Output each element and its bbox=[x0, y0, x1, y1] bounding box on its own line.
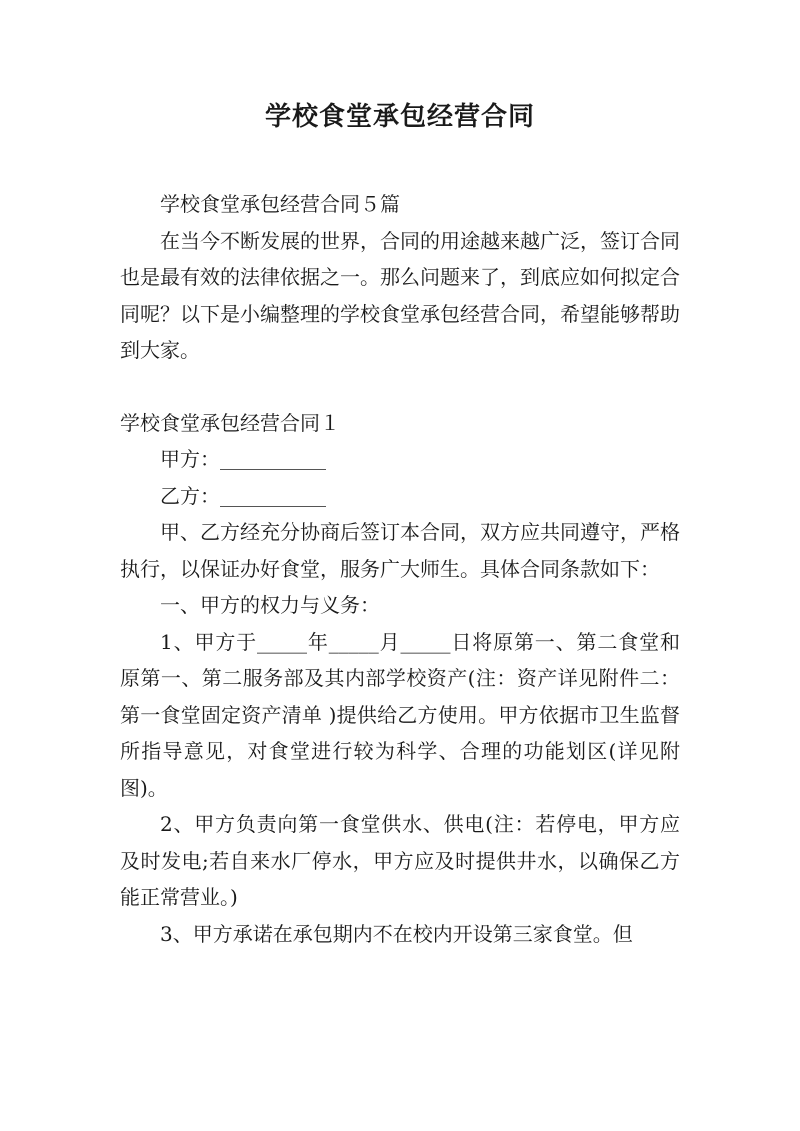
clause-2: 2、甲方负责向第一食堂供水、供电(注：若停电，甲方应及时发电;若自来水厂停水，甲方应及时提供井水，以确保乙方能正常营业。) bbox=[120, 812, 680, 909]
party-a-label: 甲方： bbox=[160, 447, 220, 471]
document-subtitle: 学校食堂承包经营合同５篇 bbox=[160, 192, 400, 216]
paragraph-gap bbox=[120, 369, 680, 405]
page-title: 学校食堂承包经营合同 bbox=[264, 102, 535, 132]
party-b-label: 乙方： bbox=[160, 483, 220, 508]
party-a-blank bbox=[220, 449, 326, 470]
document-body bbox=[120, 186, 680, 952]
clause-3: 3、甲方承诺在承包期内不在校内开设第三家食堂。但 bbox=[160, 921, 633, 946]
clause-1: 1、甲方于_____年_____月_____日将原第一、第二食堂和原第一、第二服务部及其内部学校资产(注：资产详见附件二：第一食堂固定资产清单 )提供给乙方使用。甲方依据市卫生监督所指导意见，对食堂进行较为科学、合理的功能划区(详见附图)。 bbox=[120, 629, 680, 800]
intro-paragraph: 在当今不断发展的世界，合同的用途越来越广泛，签订合同也是最有效的法律依据之一。那么问题来了，到底应如何拟定合同呢？以下是小编整理的学校食堂承包经营合同，希望能够帮助到大家。 bbox=[120, 228, 680, 362]
agreement-paragraph: 甲、乙方经充分协商后签订本合同，双方应共同遵守，严格执行，以保证办好食堂，服务广大师生。具体合同条款如下： bbox=[120, 520, 680, 581]
party-b-blank bbox=[220, 486, 326, 507]
party-b-line bbox=[120, 478, 680, 515]
clause-heading: 一、甲方的权力与义务： bbox=[160, 593, 380, 617]
section-heading: 学校食堂承包经营合同１ bbox=[120, 410, 340, 435]
party-a-line bbox=[120, 441, 680, 478]
